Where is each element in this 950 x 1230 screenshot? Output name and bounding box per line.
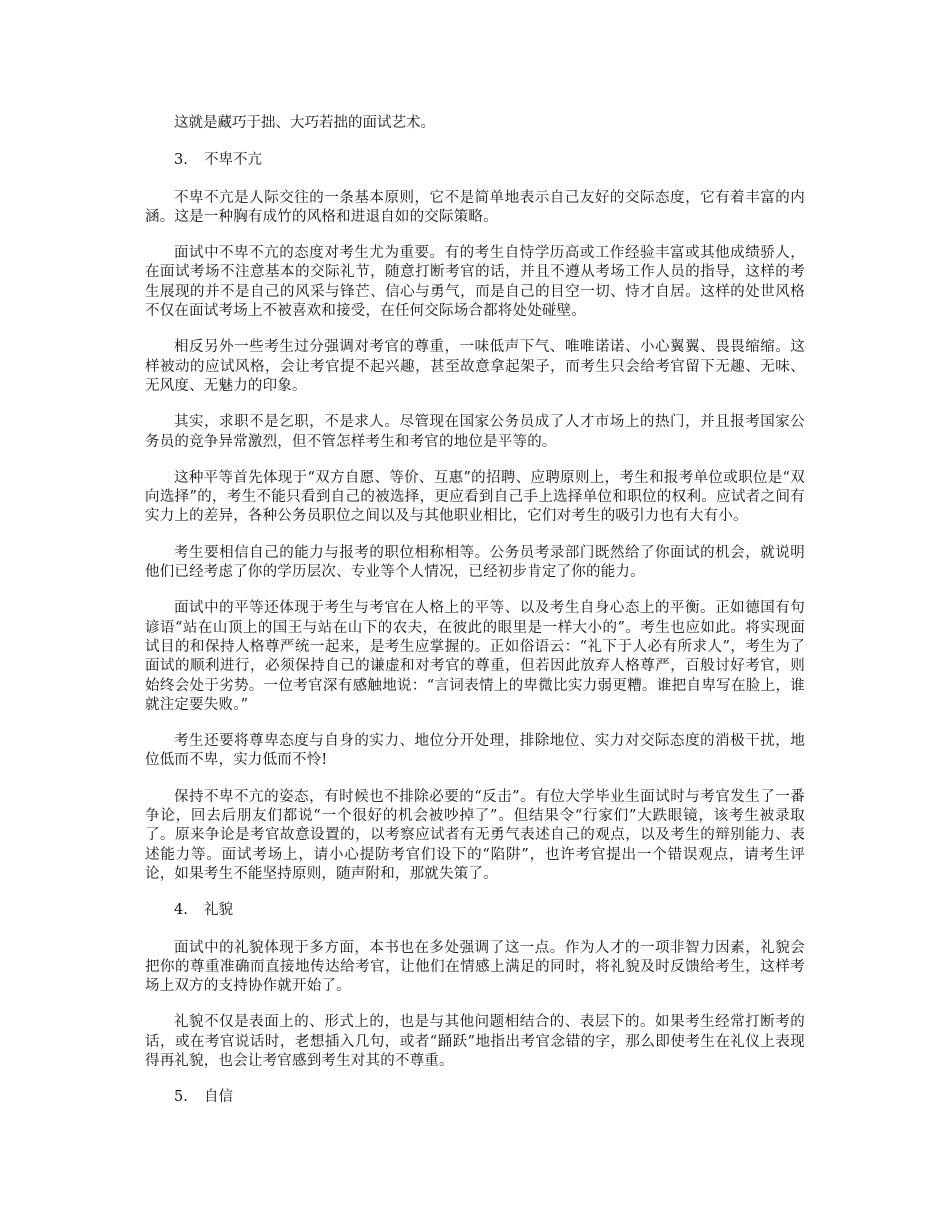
- intro-line: 这就是藏巧于拙、大巧若拙的面试艺术。: [174, 115, 435, 131]
- section-number: 4.: [174, 902, 188, 919]
- section-title: 礼貌: [204, 902, 233, 919]
- paragraph: 不卑不亢是人际交往的一条基本原则，它不是简单地表示自己友好的交际态度，它有着丰富的内涵。这是一种胸有成竹的风格和进退自如的交际策略。: [145, 189, 805, 225]
- section-number: 5.: [174, 1089, 188, 1106]
- paragraph: 其实，求职不是乞职，不是求人。尽管现在国家公务员成了人才市场上的热门，并且报考国家公务员的竞争异常激烈，但不管怎样考生和考官的地位是平等的。: [145, 414, 805, 450]
- section-heading-4: [145, 901, 805, 920]
- paragraph: 考生还要将尊卑态度与自身的实力、地位分开处理，排除地位、实力对交际态度的消极干扰，地位低而不卑，实力低而不怜!: [145, 733, 805, 769]
- paragraph: 面试中的礼貌体现于多方面，本书也在多处强调了这一点。作为人才的一项非智力因素，礼貌会把你的尊重准确而直接地传达给考官，让他们在情感上满足的同时，将礼貌及时反馈给考生，这样考场上双方的支持协作就开始了。: [145, 939, 805, 995]
- section-heading-3: [145, 151, 805, 170]
- paragraph: 面试中不卑不亢的态度对考生尤为重要。有的考生自恃学历高或工作经验丰富或其他成绩骄人，在面试考场不注意基本的交际礼节，随意打断考官的话，并且不遵从考场工作人员的指导，这样的考生展现的并不是自己的风采与锋芒、信心与勇气，而是自己的目空一切、恃才自居。这样的处世风格不仅在面试考场上不被喜欢和接受，在任何交际场合都将处处碰壁。: [145, 245, 805, 320]
- paragraph: 这种平等首先体现于“双方自愿、等价、互惠”的招聘、应聘原则上，考生和报考单位或职位是“双向选择”的，考生不能只看到自己的被选择，更应看到自己手上选择单位和职位的权利。应试者之间有实力上的差异，各种公务员职位之间以及与其他职业相比，它们对考生的吸引力也有大有小。: [145, 469, 805, 525]
- paragraph: 礼貌不仅是表面上的、形式上的，也是与其他问题相结合的、表层下的。如果考生经常打断考的话，或在考官说话时，老想插入几句，或者“踊跃”地指出考官念错的字，那么即使考生在礼仪上表现得再礼貌，也会让考官感到考生对其的不尊重。: [145, 1014, 805, 1069]
- paragraph: 保持不卑不亢的姿态，有时候也不排除必要的“反击”。有位大学毕业生面试时与考官发生了一番争论，回去后朋友们都说“一个很好的机会被吵掉了”。但结果令“行家们”大跌眼镜，该考生被录取了。原来争论是考官故意设置的，以考察应试者有无勇气表述自己的观点，以及考生的辩别能力、表述能力等。面试考场上，请小心提防考官们设下的“陷阱”，也许考官提出一个错误观点，请考生评论，如果考生不能坚持原则，随声附和，那就失策了。: [145, 788, 805, 882]
- section-number: 3.: [174, 152, 188, 169]
- section-heading-5: [145, 1088, 805, 1107]
- paragraph: 考生要相信自己的能力与报考的职位相称相等。公务员考录部门既然给了你面试的机会，就说明他们已经考虑了你的学历层次、专业等个人情况，已经初步肯定了你的能力。: [145, 544, 805, 581]
- paragraph: 相反另外一些考生过分强调对考官的尊重，一味低声下气、唯唯诺诺、小心翼翼、畏畏缩缩。这样被动的应试风格，会让考官提不起兴趣，甚至故意拿起架子，而考生只会给考官留下无趣、无味、无风度、无魅力的印象。: [145, 339, 805, 394]
- paragraph: 面试中的平等还体现于考生与考官在人格上的平等、以及考生自身心态上的平衡。正如德国有句谚语“站在山顶上的国王与站在山下的农夫，在彼此的眼里是一样大小的”。考生也应如此。将实现面试目的和保持人格尊严统一起来，是考生应掌握的。正如俗语云：“礼下于人必有所求人”，考生为了面试的顺利进行，必须保持自己的谦虚和对考官的尊重，但若因此放弃人格尊严，百般讨好考官，则始终会处于劣势。一位考官深有感触地说：“言词表情上的卑微比实力弱更糟。谁把自卑写在脸上，谁就注定要失败。”: [145, 600, 805, 713]
- section-title: 自信: [204, 1089, 233, 1106]
- section-title: 不卑不亢: [204, 152, 262, 169]
- document-body: [145, 114, 805, 1126]
